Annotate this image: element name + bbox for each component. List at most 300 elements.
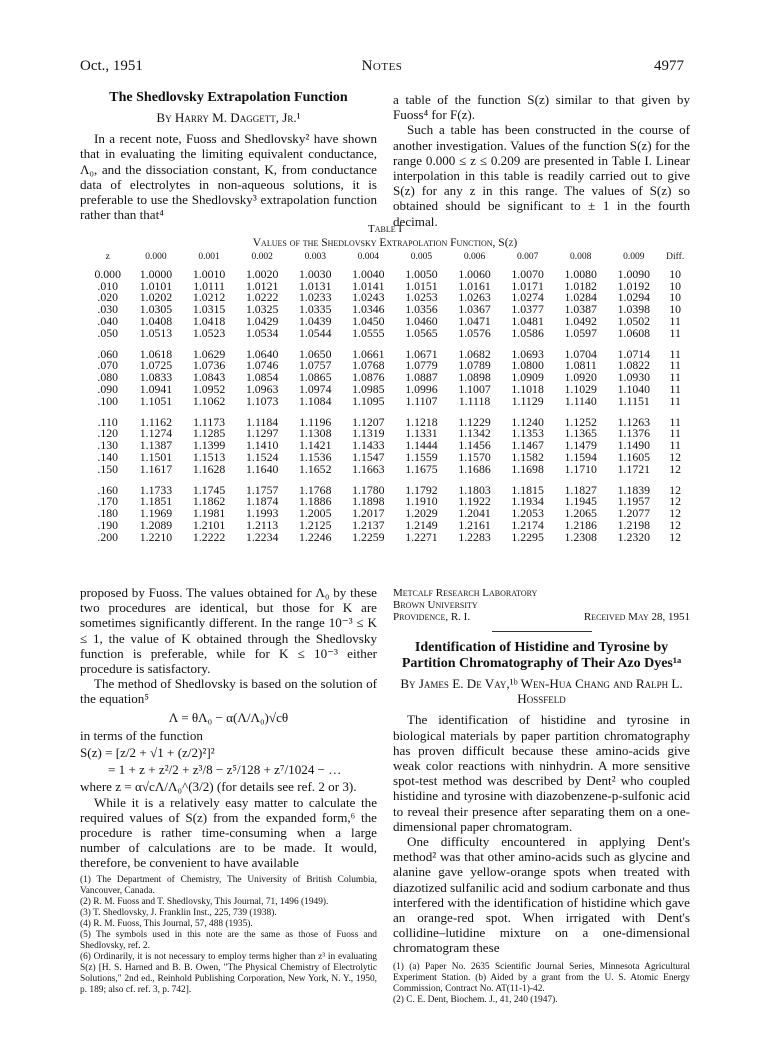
diff-cell: 10 [669,290,682,305]
table-cell: 1.1184 [246,414,279,429]
table-cell: 1.2149 [405,517,438,532]
table-cell: 1.0070 [511,266,544,281]
table-cell: 1.0682 [458,346,491,361]
table-cell: 1.1922 [458,494,491,509]
table-cell: 1.2137 [352,517,385,532]
z-value-cell: .160 [97,482,119,497]
table-cell: 1.2210 [139,529,173,544]
article1-paragraph-2: a table of the function S(z) similar to that given by Fuoss⁴ for F(z). [393,92,690,123]
diff-cell: 12 [669,529,682,544]
footnote-2: (2) R. M. Fuoss and T. Shedlovsky, This Journal, 71, 1496 (1949). [80,896,329,907]
table-cell: 1.0996 [405,381,438,396]
table-cell: 1.0060 [458,266,491,281]
table-cell: 1.0746 [245,358,279,373]
diff-cell: 11 [669,426,681,441]
table-row [86,428,690,440]
table-cell: 1.2077 [617,506,651,521]
footnote-5: (5) The symbols used in this note are the same as those of Fuoss and Shedlovsky, ref. 2. [80,929,377,951]
z-value-cell: .110 [97,414,118,429]
table-row [86,328,690,349]
table-cell: 1.0586 [511,325,544,340]
table-cell: 1.0779 [405,358,438,373]
article2-footnote-2: (2) C. E. Dent, Biochem. J., 41, 240 (1947). [393,994,558,1005]
table-row [86,417,690,429]
table-row [86,396,690,417]
article1-title: The Shedlovsky Extrapolation Function [109,90,348,105]
table-body [86,266,690,544]
table-cell: 1.1162 [139,414,172,429]
table-cell: 1.0121 [245,278,279,293]
z-value-cell: .140 [97,449,119,464]
table-cell: 1.0704 [564,346,597,361]
table-row [86,532,690,544]
table-cell: 1.0356 [405,302,438,317]
table-cell: 1.1196 [299,414,332,429]
table-cell: 1.0974 [299,381,332,396]
footnote-4: (4) R. M. Fuoss, This Journal, 57, 488 (1935). [80,918,253,929]
table-cell: 1.0725 [139,358,173,373]
diff-cell: 12 [669,494,682,509]
table-cell: 1.1910 [405,494,438,509]
table-header-row [86,252,690,269]
table-cell: 1.0576 [458,325,491,340]
table-cell: 1.1319 [352,426,385,441]
table-cell: 1.1129 [511,393,544,408]
z-value-cell: .010 [97,278,119,293]
table-cell: 1.0325 [245,302,279,317]
article1-footnotes [80,875,377,996]
table-row [86,384,690,396]
table-cell: 1.2053 [511,506,544,521]
table-cell: 1.1263 [617,414,651,429]
table-cell: 1.1240 [511,414,544,429]
signoff-received: Received May 28, 1951 [583,611,690,623]
table-cell: 1.1456 [458,438,491,453]
z-value-cell: .130 [97,438,119,453]
z-value-cell: .060 [97,346,119,361]
table-cell: 1.0800 [511,358,544,373]
table-cell: 1.0141 [352,278,385,293]
table-cell: 1.0253 [405,290,438,305]
table-cell: 1.2271 [405,529,438,544]
table-cell: 1.0876 [352,370,385,385]
table-cell: 1.1839 [617,482,651,497]
table-cell: 1.1513 [192,449,226,464]
table-cell: 1.1062 [192,393,226,408]
z-value-cell: .070 [97,358,119,373]
table-cell: 1.2041 [458,506,491,521]
table-cell: 1.0544 [299,325,332,340]
article2-title: Identification of Histidine and Tyrosine by Partition Chromatography of Their Azo Dyes¹ᵃ [401,640,682,671]
table-cell: 1.0151 [405,278,438,293]
table-cell: 1.0887 [405,370,438,385]
table-cell: 1.1675 [405,461,438,476]
table-row [86,508,690,520]
table-cell: 1.1073 [245,393,279,408]
diff-cell: 10 [669,266,682,281]
table-cell: 1.1721 [617,461,651,476]
table-cell: 1.1501 [139,449,173,464]
table-cell: 1.1792 [405,482,438,497]
table-cell: 1.0101 [139,278,173,293]
diff-cell: 12 [669,506,682,521]
table-cell: 1.0661 [352,346,385,361]
diff-cell: 11 [669,325,681,340]
z-value-cell: .080 [97,370,119,385]
table-cell: 1.1297 [245,426,279,441]
table-cell: 1.1252 [564,414,597,429]
signoff-university: Brown University [393,599,478,611]
article1-upper-left [80,90,377,222]
table-cell: 1.2198 [617,517,651,532]
table-cell: 1.2101 [192,517,226,532]
table-cell: 1.1173 [193,414,226,429]
table-cell: 1.0629 [192,346,226,361]
table-cell: 1.0811 [564,358,597,373]
table-cell: 1.0131 [299,278,332,293]
table-cell: 1.1617 [139,461,173,476]
table-cell: 1.0555 [352,325,385,340]
diff-cell: 12 [669,461,682,476]
table-cell: 1.1536 [299,449,332,464]
diff-cell: 12 [669,482,682,497]
table-cell: 1.2186 [564,517,597,532]
table-cell: 1.1827 [564,482,597,497]
table-cell: 1.0284 [564,290,597,305]
table-cell: 1.1490 [617,438,651,453]
table-cell: 1.0952 [192,381,226,396]
table-header-cell: 0.006 [463,252,486,262]
table-cell: 1.1029 [564,381,597,396]
table-cell: 1.0182 [564,278,597,293]
article1-byline: By Harry M. Daggett, Jr.¹ [156,110,301,125]
table-cell: 1.0020 [245,266,279,281]
table-cell: 1.0000 [139,266,173,281]
table-cell: 1.2259 [352,529,385,544]
table-row [86,316,690,328]
table-cell: 1.0714 [617,346,651,361]
equation-2a: S(z) = [z/2 + √1 + (z/2)²]² [80,745,215,761]
table-cell: 1.0481 [511,313,544,328]
table-cell: 1.2113 [246,517,279,532]
table-cell: 1.0090 [617,266,651,281]
diff-cell: 11 [669,370,681,385]
table-cell: 1.1698 [511,461,544,476]
table-cell: 1.0985 [352,381,385,396]
table-cell: 1.0534 [245,325,279,340]
table-cell: 1.0111 [193,278,225,293]
table-cell: 1.0335 [299,302,332,317]
table-cell: 1.1710 [564,461,597,476]
table-row [86,440,690,452]
table-cell: 1.0450 [352,313,385,328]
table-cell: 1.2222 [192,529,226,544]
footnote-3: (3) T. Shedlovsky, J. Franklin Inst., 225, 739 (1938). [80,907,277,918]
table-cell: 1.0161 [458,278,491,293]
table-cell: 1.0608 [617,325,651,340]
table-row [86,281,690,293]
article2-footnotes [393,962,690,1006]
article1-paragraph-1: In a recent note, Fuoss and Shedlovsky² have shown that in evaluating the limiting equivalent conductance, Λ₀, and the dissociation constant, K, from conductance data of electrolytes in non-aqueous solutions, it is preferable to use the Shedlovsky³ extrapolation function rather than that⁴ [80,131,377,223]
diff-cell: 11 [669,346,681,361]
table-row [86,292,690,304]
footnote-1: (1) The Department of Chemistry, The University of British Columbia, Vancouver, Canada. [80,874,377,896]
table-row [86,360,690,372]
table-header-cell: z [105,252,110,262]
table-cell: 1.0377 [511,302,544,317]
table-header-cell: 0.007 [516,252,539,262]
equation-2b: = 1 + z + z²/2 + z³/8 − z⁵/128 + z⁷/1024 − … [108,762,342,778]
table-cell: 1.1628 [192,461,226,476]
diff-cell: 12 [669,517,682,532]
table-header-cell: 0.009 [623,252,645,262]
table-row [86,304,690,316]
article1-paragraph-5: The method of Shedlovsky is based on the solution of the equation⁵ [80,676,377,707]
table-cell: 1.0513 [139,325,173,340]
table-cell: 1.1969 [139,506,173,521]
table-header-cell: 0.001 [198,252,220,262]
table-cell: 1.0757 [299,358,332,373]
diff-cell: 10 [669,278,682,293]
table-cell: 1.1981 [192,506,226,521]
table-cell: 1.1582 [511,449,544,464]
table-cell: 1.1757 [245,482,279,497]
diff-cell: 11 [669,313,681,328]
z-value-cell: .180 [97,506,119,521]
table-cell: 1.1218 [405,414,438,429]
running-header [80,58,684,78]
table-row [86,349,690,361]
table-header-cell: 0.008 [570,252,592,262]
signoff-lab: Metcalf Research Laboratory [393,587,538,599]
z-value-cell: 0.000 [94,266,121,281]
table-cell: 1.0367 [458,302,491,317]
table-cell: 1.0460 [405,313,438,328]
table-header-cell: 0.000 [145,252,167,262]
table-cell: 1.1768 [299,482,332,497]
table-cell: 1.0050 [405,266,438,281]
table-cell: 1.0736 [192,358,226,373]
article1-paragraph-6: in terms of the function [80,727,203,743]
table-label: Table I [367,223,403,235]
z-value-cell: .100 [97,393,119,408]
table-cell: 1.1376 [617,426,651,441]
table-cell: 1.0597 [564,325,597,340]
table-cell: 1.1815 [511,482,544,497]
table-cell: 1.1084 [299,393,332,408]
table-cell: 1.0618 [139,346,173,361]
table-cell: 1.2283 [458,529,491,544]
table-cell: 1.0471 [458,313,491,328]
table-cell: 1.1365 [564,426,597,441]
table-cell: 1.1663 [352,461,385,476]
table-cell: 1.1433 [352,438,385,453]
article2-footnote-1: (1) (a) Paper No. 2635 Scientific Journal Series, Minnesota Agricultural Experiment Station. (b) Aided by a grant from the U. S. Atomic Energy Commission, Contract No. AT(11-1)-42. [393,961,690,994]
z-value-cell: .150 [97,461,119,476]
diff-cell: 10 [669,302,682,317]
table-cell: 1.1524 [245,449,279,464]
diff-cell: 11 [669,358,681,373]
table-header-cell: 0.004 [357,252,380,262]
table-cell: 1.1410 [245,438,279,453]
table-cell: 1.0274 [511,290,544,305]
table-cell: 1.1421 [299,438,332,453]
table-cell: 1.0171 [511,278,544,293]
table-cell: 1.0418 [192,313,226,328]
footnote-6: (6) Ordinarily, it is not necessary to employ terms higher than z³ in evaluating S(z) [H. S. Harned and B. B. Owen, "The Physical Chemistry of Electrolytic Solutions," 2nd ed., Reinhold Publishing Corporation, New York, N. Y., 1950, p. 189; also cf. ref. 3, p. 742]. [80,951,377,995]
table-cell: 1.2246 [299,529,332,544]
table-cell: 1.2125 [299,517,332,532]
table-cell: 1.0789 [458,358,491,373]
table-cell: 1.1898 [352,494,385,509]
z-value-cell: .200 [97,529,119,544]
header-section: Notes [361,58,403,74]
table-header-cell: 0.002 [251,252,273,262]
table-cell: 1.0963 [245,381,279,396]
article1-paragraph-7: where z = α√cΛ/Λ₀^(3/2) (for details see ref. 2 or 3). [80,779,357,795]
table-cell: 1.1733 [139,482,173,497]
table-cell: 1.2089 [139,517,173,532]
diff-cell: 11 [669,393,681,408]
table-cell: 1.1040 [617,381,651,396]
table-cell: 1.0565 [405,325,438,340]
table-row [86,496,690,508]
table-cell: 1.0640 [245,346,279,361]
article2-paragraph-2: One difficulty encountered in applying Dent's method² was that other amino-acids such as glycine and alanine gave yellow-orange spots when treated with diazotized sulfanilic acid and sodium carbonate and thus interfered with the identification of histidine which gave an orange-red spot. When irrigated with Dent's collidine–lutidine mixture on a one-dimensional chromatogram these [393,834,690,956]
z-value-cell: .040 [97,313,119,328]
table-cell: 1.1652 [299,461,332,476]
signoff-line [393,611,690,623]
table-cell: 1.2174 [511,517,544,532]
table-cell: 1.1274 [139,426,173,441]
diff-cell: 11 [669,438,681,453]
table-cell: 1.0315 [192,302,226,317]
table-cell: 1.0854 [245,370,279,385]
table-cell: 1.0941 [139,381,173,396]
table-cell: 1.2161 [458,517,491,532]
table-cell: 1.0305 [139,302,173,317]
table-cell: 1.0233 [299,290,332,305]
table-header-cell: 0.005 [410,252,433,262]
table-cell: 1.0650 [299,346,332,361]
table-cell: 1.1745 [192,482,226,497]
table-cell: 1.1308 [299,426,332,441]
table-cell: 1.1331 [405,426,438,441]
table-cell: 1.2234 [245,529,279,544]
table-cell: 1.0909 [511,370,544,385]
table-cell: 1.0898 [458,370,491,385]
table-cell: 1.2308 [564,529,597,544]
table-cell: 1.0502 [617,313,651,328]
table-cell: 1.1993 [245,506,279,521]
table-cell: 1.1095 [352,393,385,408]
table-cell: 1.1353 [511,426,544,441]
table-cell: 1.1934 [511,494,544,509]
table-cell: 1.1640 [245,461,279,476]
article1-lower-left [80,585,377,996]
table-cell: 1.2017 [352,506,385,521]
table-cell: 1.1051 [139,393,173,408]
table-cell: 1.0930 [617,370,651,385]
table-cell: 1.0833 [139,370,173,385]
table-cell: 1.1140 [564,393,597,408]
table-cell: 1.0865 [299,370,332,385]
diff-cell: 12 [669,449,682,464]
table-header-cell: Diff. [666,252,685,262]
table-cell: 1.1686 [458,461,491,476]
table-cell: 1.1570 [458,449,491,464]
article1-paragraph-8: While it is a relatively easy matter to calculate the required values of S(z) from the expanded form,⁶ the procedure is rather time-consuming when a large number of calculations are to be made. It would, therefore, be convenient to have available [80,794,377,871]
table-cell: 1.0010 [192,266,226,281]
table-cell: 1.0398 [617,302,651,317]
header-page-number: 4977 [654,58,684,74]
table-cell: 1.1945 [564,494,597,509]
values-table [86,252,690,544]
table-cell: 1.0671 [405,346,438,361]
table-cell: 1.0492 [564,313,597,328]
table-cell: 1.1285 [192,426,226,441]
z-value-cell: .030 [97,302,119,317]
table-cell: 1.1479 [564,438,597,453]
signoff-city: Providence, R. I. [393,611,471,623]
table-cell: 1.1007 [458,381,491,396]
table-cell: 1.1594 [564,449,597,464]
table-cell: 1.0408 [139,313,173,328]
table-cell: 1.1018 [511,381,544,396]
z-value-cell: .190 [97,517,119,532]
z-value-cell: .120 [97,426,119,441]
table-cell: 1.1862 [192,494,226,509]
table-cell: 1.0080 [564,266,597,281]
table-cell: 1.2029 [405,506,438,521]
table-cell: 1.1399 [192,438,226,453]
table-cell: 1.1605 [617,449,651,464]
table-cell: 1.1886 [299,494,332,509]
table-cell: 1.1342 [458,426,491,441]
table-cell: 1.0346 [352,302,385,317]
article1-upper-right [393,92,690,229]
diff-cell: 11 [669,414,681,429]
table-cell: 1.0202 [139,290,173,305]
table-cell: 1.1107 [405,393,438,408]
table-cell: 1.1547 [352,449,385,464]
table-row [86,372,690,384]
table-cell: 1.1444 [405,438,438,453]
diff-cell: 11 [669,381,681,396]
section-divider [492,631,592,632]
table-cell: 1.0843 [192,370,226,385]
table-row [86,269,690,281]
table-cell: 1.0920 [564,370,597,385]
table-cell: 1.1803 [458,482,491,497]
table-cell: 1.2005 [299,506,332,521]
equation-1: Λ = θΛ₀ − α(Λ/Λ₀)√cθ [168,709,289,725]
table-cell: 1.0693 [511,346,544,361]
table-cell: 1.1957 [617,494,651,509]
table-cell: 1.1851 [139,494,173,509]
table-cell: 1.2065 [564,506,597,521]
table-cell: 1.0192 [617,278,651,293]
table-cell: 1.0387 [564,302,597,317]
table-header-cell: 0.003 [304,252,326,262]
article1-paragraph-4: proposed by Fuoss. The values obtained for Λ₀ by these two procedures are identical, but those for K are sometimes significantly different. In the range 10⁻³ ≤ K ≤ 1, the value of K obtained through the Shedlovsky function is preferable, while for K ≤ 10⁻³ either procedure is satisfactory. [80,585,377,677]
table-row [86,520,690,532]
table-row [86,464,690,485]
table-cell: 1.0294 [617,290,651,305]
z-value-cell: .090 [97,381,119,396]
table-cell: 1.1207 [352,414,385,429]
table-cell: 1.0523 [192,325,226,340]
